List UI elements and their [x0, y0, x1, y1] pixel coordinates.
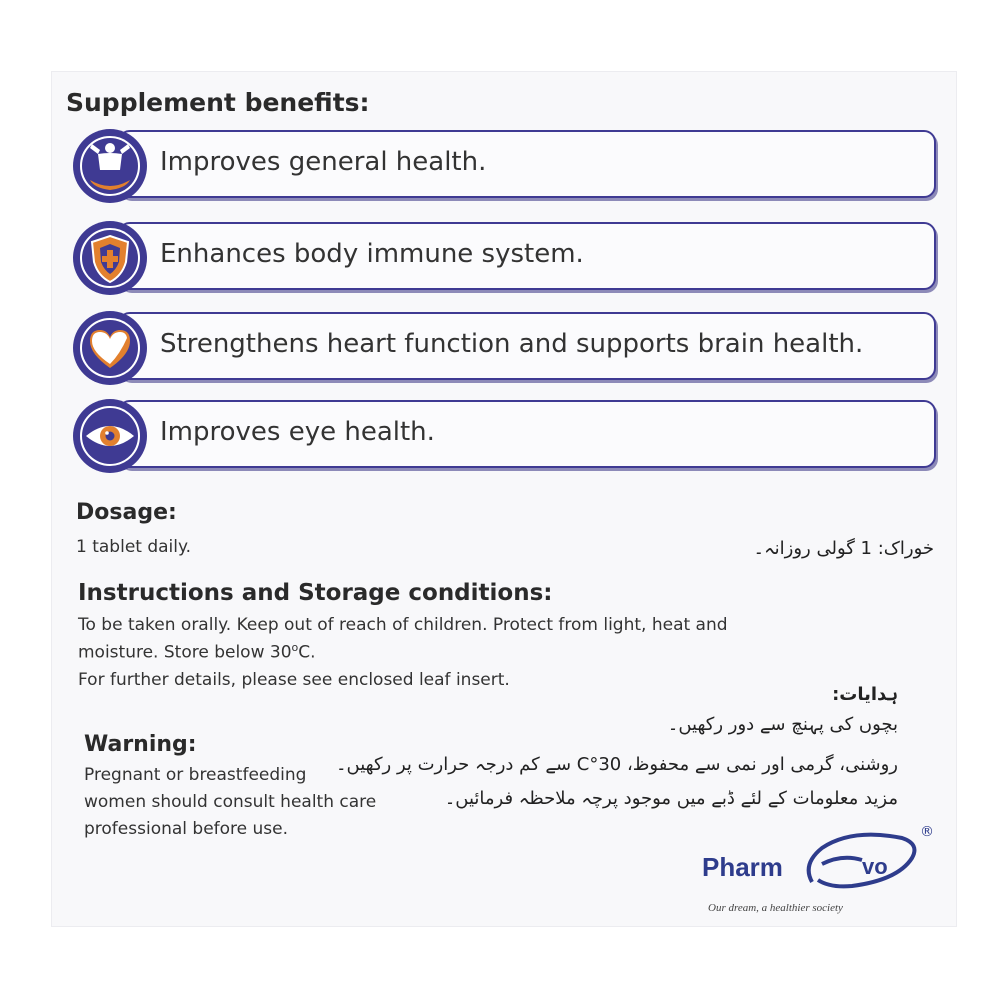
product-label-panel: [52, 72, 956, 926]
eye-icon: [70, 396, 150, 476]
registered-mark: ®: [920, 824, 934, 840]
instructions-title: Instructions and Storage conditions:: [78, 580, 553, 606]
benefit-row: [70, 312, 936, 380]
benefit-label: Enhances body immune system.: [160, 239, 584, 269]
heart-icon: [70, 308, 150, 388]
pharmevo-logo: [702, 824, 942, 924]
instructions-urdu-line: بچوں کی پہنچ سے دور رکھیں۔: [667, 714, 898, 735]
logo-wordmark: Pharm: [702, 852, 783, 882]
brand-tagline: Our dream, a healthier society: [708, 902, 843, 914]
instructions-line: For further details, please see enclosed leaf insert.: [78, 670, 510, 691]
logo-vo: vo: [862, 854, 888, 879]
instructions-text: [78, 612, 878, 694]
instructions-line-part: C.: [298, 642, 316, 663]
instructions-line-part: moisture. Store below 30: [78, 642, 292, 663]
benefit-row: [70, 130, 936, 198]
logo-e-swoosh-icon: [702, 824, 932, 904]
instructions-line: To be taken orally. Keep out of reach of children. Protect from light, heat and: [78, 615, 728, 635]
instructions-urdu-heading: ہدایات:: [832, 684, 898, 705]
shield-icon: [70, 218, 150, 298]
instructions-urdu-line: مزید معلومات کے لئے ڈبے میں موجود پرچہ ملاحظہ فرمائیں۔: [444, 788, 898, 809]
warning-text: [84, 762, 504, 844]
benefit-row: [70, 222, 936, 290]
instructions-line: [78, 639, 878, 667]
degree-sup: o: [291, 641, 299, 655]
dosage-title: Dosage:: [76, 500, 177, 525]
benefit-label: Strengthens heart function and supports brain health.: [160, 329, 864, 359]
benefit-row: [70, 400, 936, 468]
warning-line: professional before use.: [84, 819, 289, 840]
strength-icon: [70, 126, 150, 206]
benefit-label: Improves eye health.: [160, 417, 435, 447]
instructions-urdu-line: روشنی، گرمی اور نمی سے محفوظ، 30°C سے کم درجہ حرارت پر رکھیں۔: [335, 754, 898, 775]
warning-line: Pregnant or breastfeeding: [84, 765, 307, 785]
dosage-urdu: خوراک: 1 گولی روزانہ۔: [753, 538, 934, 559]
warning-title: Warning:: [84, 732, 197, 757]
benefit-label: Improves general health.: [160, 147, 487, 177]
benefits-title: Supplement benefits:: [66, 88, 370, 117]
warning-line: women should consult health care: [84, 792, 377, 813]
dosage-text: 1 tablet daily.: [76, 537, 192, 557]
